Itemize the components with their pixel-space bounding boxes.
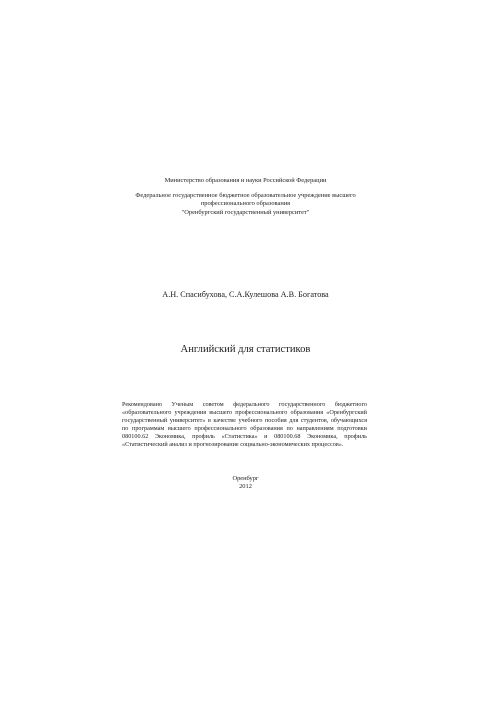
document-title: Английский для статистиков [180,344,311,355]
institution-block [0,192,491,217]
institution-line-1: Федеральное государственное бюджетное образовательное учреждение высшего [135,192,356,199]
year: 2012 [239,483,252,490]
institution-line-3: "Оренбургский государственный университет" [181,208,310,216]
authors: А.Н. Спасибухова, С.А.Кулешова А.В. Богатова [162,290,329,299]
recommendation-text: Рекомендовано Ученым советом федерального государственного бюджетного «образовательного учреждения высшего профессионального образования «Оренбургский государственный университет» в качестве учебного пособия для студентов, обучающихся по программам высшего профессионального образования по направлениям подготовки 080100.62 Экономика, профиль «Статистика» и 080100.68 Экономика, профиль «Статистический анализ и прогнозирование социально-экономических процессов». [122,401,367,449]
institution-line-2: профессионального образования [200,200,291,208]
city: Оренбург [232,475,259,482]
ministry-line: Министерство образования и науки Российской Федерации [164,177,327,184]
